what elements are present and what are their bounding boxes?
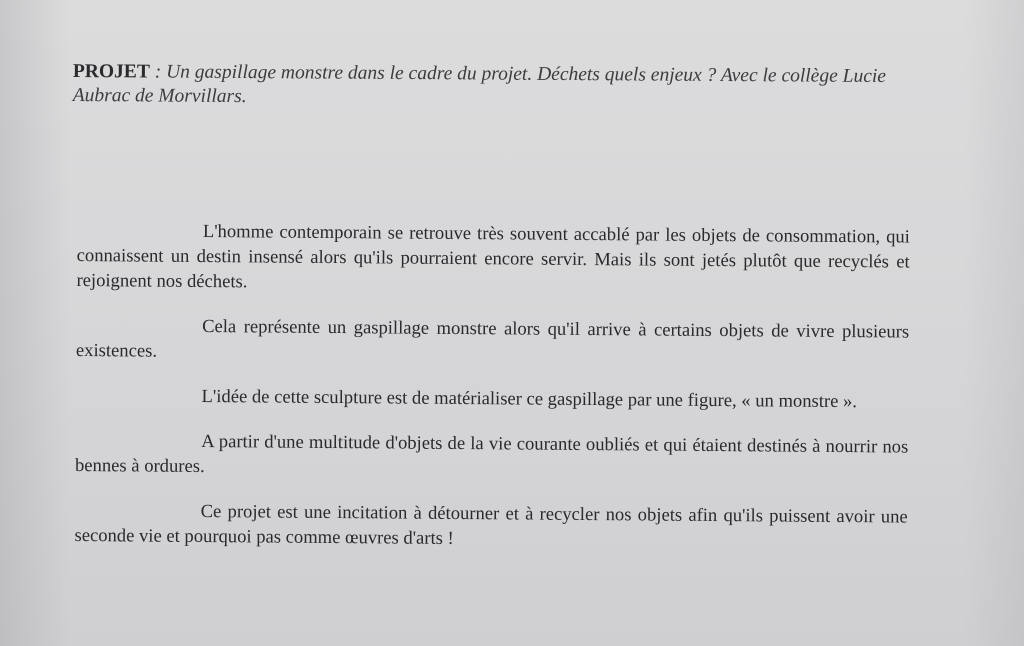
project-separator: : [149, 61, 167, 83]
paragraph-4: A partir d'une multitude d'objets de la vie courante oubliés et qui étaient destinés à nourrir nos bennes à ordures. [74, 430, 909, 478]
paragraph-2: Cela représente un gaspillage monstre alors qu'il arrive à certains objets de vivre plusieurs existences. [75, 315, 910, 362]
project-title: Un gaspillage monstre dans le cadre du projet. Déchets quels enjeux ? Avec le collège Lucie Aubrac de Morvillars. [72, 61, 887, 108]
paragraph-5: Ce projet est une incitation à détourner et à recycler nos objets afin qu'ils puissent avoir une seconde vie et pourquoi pas comme œuvres d'arts ! [74, 500, 908, 549]
project-header [73, 60, 903, 113]
paragraph-1: L'homme contemporain se retrouve très souvent accablé par les objets de consommation, qui connaissent un destin insensé alors qu'ils pourraient encore servir. Mais ils sont jetés plutôt que recyclés et rejoignent nos déchets. [76, 220, 910, 293]
document-body [74, 218, 910, 575]
paragraph-3: L'idée de cette sculpture est de matérialiser ce gaspillage par une figure, « un monstre ». [201, 385, 858, 413]
page-shadow-left [0, 0, 70, 646]
project-label: PROJET [72, 60, 150, 83]
page-shadow-right [964, 0, 1024, 646]
